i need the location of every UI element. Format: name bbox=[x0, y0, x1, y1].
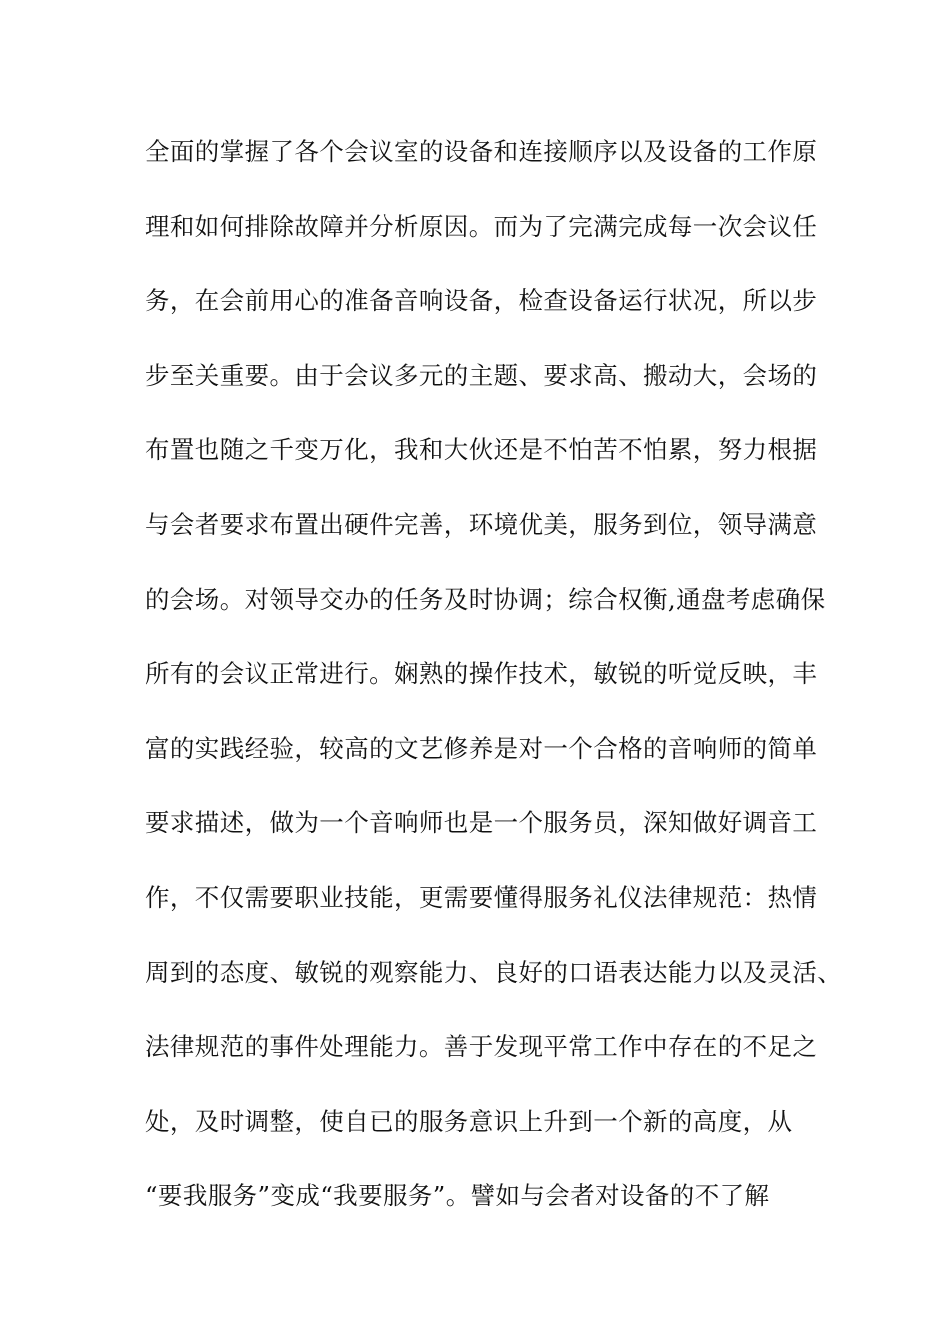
text-line: 处，及时调整，使自已的服务意识上升到一个新的高度，从 bbox=[145, 1106, 793, 1136]
text-line: 全面的掌握了各个会议室的设备和连接顺序以及设备的工作原 bbox=[145, 137, 818, 166]
text-line: 步至关重要。由于会议多元的主题、要求高、搬动大，会场的 bbox=[145, 360, 818, 390]
text-line: 布置也随之千变万化，我和大伙还是不怕苦不怕累，努力根据 bbox=[145, 435, 818, 465]
text-line: “要我服务”变成“我要服务”。譬如与会者对设备的不了解 bbox=[145, 1181, 770, 1211]
text-line: 要求描述，做为一个音响师也是一个服务员，深知做好调音工 bbox=[145, 808, 818, 838]
text-line: 与会者要求布置出硬件完善，环境优美，服务到位，领导满意 bbox=[145, 509, 818, 539]
body-text bbox=[145, 132, 845, 1251]
text-line: 理和如何排除故障并分析原因。而为了完满完成每一次会议任 bbox=[145, 211, 818, 241]
text-line: 富的实践经验，较高的文艺修养是对一个合格的音响师的简单 bbox=[145, 733, 818, 763]
text-line: 法律规范的事件处理能力。善于发现平常工作中存在的不足之 bbox=[145, 1032, 818, 1062]
text-line: 所有的会议正常进行。娴熟的操作技术，敏锐的听觉反映，丰 bbox=[145, 659, 818, 689]
text-line: 务，在会前用心的准备音响设备，检查设备运行状况，所以步 bbox=[145, 286, 818, 316]
text-line: 作，不仅需要职业技能，更需要懂得服务礼仪法律规范：热情 bbox=[145, 882, 818, 912]
text-line: 的会场。对领导交办的任务及时协调；综合权衡,通盘考虑确保 bbox=[145, 584, 826, 614]
text-line: 周到的态度、敏锐的观察能力、良好的口语表达能力以及灵活、 bbox=[145, 957, 843, 987]
